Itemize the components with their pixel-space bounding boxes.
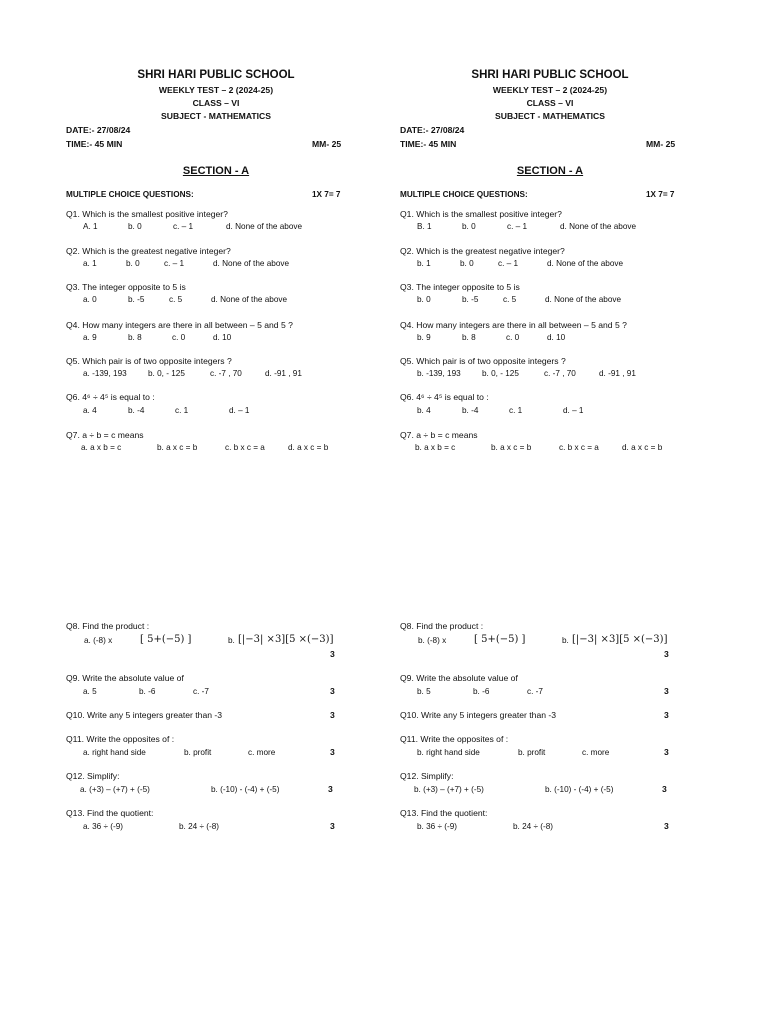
option: c. 0 bbox=[506, 333, 520, 342]
option: d. -91 , 91 bbox=[599, 369, 636, 378]
option: a. (+3) – (+7) + (-5) bbox=[80, 785, 150, 794]
mcq-heading: MULTIPLE CHOICE QUESTIONS: bbox=[66, 190, 194, 199]
question-marks: 3 bbox=[330, 710, 335, 720]
question-text: Q12. Simplify: bbox=[400, 771, 454, 781]
option: c. more bbox=[582, 748, 610, 757]
option: b. a x b = c bbox=[415, 443, 456, 452]
math-expression: [|−3| ×3][5 ×(−3)] bbox=[238, 634, 334, 645]
question-text: Q4. How many integers are there in all between – 5 and 5 ? bbox=[66, 320, 293, 330]
option: b. profit bbox=[518, 748, 546, 757]
option: d. None of the above bbox=[213, 259, 290, 268]
test-paper-right bbox=[400, 0, 690, 1024]
question-text: Q3. The integer opposite to 5 is bbox=[400, 282, 520, 292]
option: a. -139, 193 bbox=[83, 369, 127, 378]
option: c. 1 bbox=[509, 406, 523, 415]
question-text: Q12. Simplify: bbox=[66, 771, 120, 781]
option: b. (+3) – (+7) + (-5) bbox=[414, 785, 484, 794]
option: a. 4 bbox=[83, 406, 97, 415]
option: b. a x c = b bbox=[491, 443, 532, 452]
option: A. 1 bbox=[83, 222, 98, 231]
option: b. 8 bbox=[128, 333, 142, 342]
option: b. -5 bbox=[128, 295, 145, 304]
option: c. – 1 bbox=[498, 259, 519, 268]
option: a. 5 bbox=[83, 687, 97, 696]
subject-label: SUBJECT - MATHEMATICS bbox=[161, 111, 271, 121]
option: b. 9 bbox=[417, 333, 431, 342]
option: b. 0, - 125 bbox=[482, 369, 519, 378]
question-text: Q9. Write the absolute value of bbox=[400, 673, 518, 683]
option: d. None of the above bbox=[211, 295, 288, 304]
option: b. 8 bbox=[462, 333, 476, 342]
question-text: Q1. Which is the smallest positive integer? bbox=[400, 209, 562, 219]
test-name: WEEKLY TEST – 2 (2024-25) bbox=[158, 85, 274, 95]
question-marks: 3 bbox=[664, 747, 669, 757]
option: c. b x c = a bbox=[559, 443, 599, 452]
question-marks: 3 bbox=[330, 686, 335, 696]
option: b. 0 bbox=[462, 222, 476, 231]
question-text: Q13. Find the quotient: bbox=[400, 808, 488, 818]
mcq-marks: 1X 7= 7 bbox=[646, 190, 675, 199]
mcq-heading: MULTIPLE CHOICE QUESTIONS: bbox=[400, 190, 528, 199]
time-label: TIME:- 45 MIN bbox=[66, 139, 123, 149]
option: b. right hand side bbox=[417, 748, 480, 757]
option: b. 5 bbox=[417, 687, 431, 696]
option: b. 0 bbox=[417, 295, 431, 304]
option: a. 0 bbox=[83, 295, 97, 304]
question-marks: 3 bbox=[662, 784, 667, 794]
school-name: SHRI HARI PUBLIC SCHOOL bbox=[471, 69, 629, 81]
option: b. a x c = b bbox=[157, 443, 198, 452]
option: c. -7 bbox=[527, 687, 543, 696]
option: d. a x c = b bbox=[288, 443, 329, 452]
class-label: CLASS – VI bbox=[192, 98, 240, 108]
option: a. 9 bbox=[83, 333, 97, 342]
option: b. 4 bbox=[417, 406, 431, 415]
option: B. 1 bbox=[417, 222, 432, 231]
section-title: SECTION - A bbox=[516, 165, 584, 177]
question-text: Q10. Write any 5 integers greater than -3 bbox=[400, 710, 557, 720]
test-name: WEEKLY TEST – 2 (2024-25) bbox=[492, 85, 608, 95]
question-text: Q11. Write the opposites of : bbox=[400, 734, 509, 744]
option: d. a x c = b bbox=[622, 443, 663, 452]
option: a. right hand side bbox=[83, 748, 146, 757]
option: b. 36 ÷ (-9) bbox=[417, 822, 457, 831]
question-text: Q7. a ÷ b = c means bbox=[400, 430, 478, 440]
option: b. profit bbox=[184, 748, 212, 757]
date-label: DATE:- 27/08/24 bbox=[400, 125, 465, 135]
test-paper-left bbox=[66, 0, 356, 1024]
max-marks: MM- 25 bbox=[646, 139, 676, 149]
option: b. -4 bbox=[462, 406, 479, 415]
option: c. – 1 bbox=[173, 222, 194, 231]
option: b. -6 bbox=[139, 687, 156, 696]
option: b. bbox=[228, 636, 235, 645]
option: c. 5 bbox=[169, 295, 183, 304]
option: d. – 1 bbox=[563, 406, 584, 415]
max-marks: MM- 25 bbox=[312, 139, 342, 149]
subject-label: SUBJECT - MATHEMATICS bbox=[495, 111, 605, 121]
question-marks: 3 bbox=[328, 784, 333, 794]
option: d. None of the above bbox=[226, 222, 303, 231]
option: c. – 1 bbox=[507, 222, 528, 231]
option: b. 0 bbox=[126, 259, 140, 268]
option: d. None of the above bbox=[545, 295, 622, 304]
question-text: Q1. Which is the smallest positive integer? bbox=[66, 209, 228, 219]
section-title: SECTION - A bbox=[182, 165, 250, 177]
option: b. -5 bbox=[462, 295, 479, 304]
option: b. 0 bbox=[460, 259, 474, 268]
question-text: Q5. Which pair is of two opposite integers ? bbox=[400, 356, 566, 366]
option: d. – 1 bbox=[229, 406, 250, 415]
question-text: Q5. Which pair is of two opposite integers ? bbox=[66, 356, 232, 366]
option: c. -7 bbox=[193, 687, 209, 696]
math-expression: [ 5+(−5) ] bbox=[140, 634, 192, 645]
option: d. 10 bbox=[547, 333, 566, 342]
option: c. 5 bbox=[503, 295, 517, 304]
option: b. 24 ÷ (-8) bbox=[179, 822, 219, 831]
school-name: SHRI HARI PUBLIC SCHOOL bbox=[137, 69, 295, 81]
question-text: Q6. 4⁶ ÷ 4⁵ is equal to : bbox=[66, 392, 155, 402]
option: b. 0, - 125 bbox=[148, 369, 185, 378]
option: b. -6 bbox=[473, 687, 490, 696]
option: b. 24 ÷ (-8) bbox=[513, 822, 553, 831]
option: d. 10 bbox=[213, 333, 232, 342]
option: c. -7 , 70 bbox=[544, 369, 576, 378]
question-marks: 3 bbox=[664, 821, 669, 831]
option: b. -139, 193 bbox=[417, 369, 461, 378]
question-marks: 3 bbox=[330, 649, 335, 659]
option: a. 1 bbox=[83, 259, 97, 268]
option: b. -4 bbox=[128, 406, 145, 415]
question-text: Q9. Write the absolute value of bbox=[66, 673, 184, 683]
option: d. -91 , 91 bbox=[265, 369, 302, 378]
question-marks: 3 bbox=[664, 686, 669, 696]
question-text: Q8. Find the product : bbox=[400, 621, 484, 631]
option: c. 1 bbox=[175, 406, 189, 415]
option: c. more bbox=[248, 748, 276, 757]
question-text: Q7. a ÷ b = c means bbox=[66, 430, 144, 440]
option: c. b x c = a bbox=[225, 443, 265, 452]
question-text: Q11. Write the opposites of : bbox=[66, 734, 175, 744]
time-label: TIME:- 45 MIN bbox=[400, 139, 457, 149]
option: b. (-8) x bbox=[418, 636, 447, 645]
class-label: CLASS – VI bbox=[526, 98, 574, 108]
option: d. None of the above bbox=[560, 222, 637, 231]
question-text: Q13. Find the quotient: bbox=[66, 808, 154, 818]
question-marks: 3 bbox=[664, 710, 669, 720]
option: a. (-8) x bbox=[84, 636, 113, 645]
option: c. – 1 bbox=[164, 259, 185, 268]
date-label: DATE:- 27/08/24 bbox=[66, 125, 131, 135]
question-text: Q6. 4⁶ ÷ 4⁵ is equal to : bbox=[400, 392, 489, 402]
question-text: Q3. The integer opposite to 5 is bbox=[66, 282, 186, 292]
mcq-marks: 1X 7= 7 bbox=[312, 190, 341, 199]
option: c. -7 , 70 bbox=[210, 369, 242, 378]
question-text: Q2. Which is the greatest negative integer? bbox=[66, 246, 231, 256]
option: b. bbox=[562, 636, 569, 645]
math-expression: [|−3| ×3][5 ×(−3)] bbox=[572, 634, 668, 645]
option: c. 0 bbox=[172, 333, 186, 342]
question-marks: 3 bbox=[330, 747, 335, 757]
question-marks: 3 bbox=[330, 821, 335, 831]
option: a. a x b = c bbox=[81, 443, 122, 452]
option: d. None of the above bbox=[547, 259, 624, 268]
option: b. (-10) - (-4) + (-5) bbox=[211, 785, 280, 794]
math-expression: [ 5+(−5) ] bbox=[474, 634, 526, 645]
question-text: Q2. Which is the greatest negative integer? bbox=[400, 246, 565, 256]
question-text: Q4. How many integers are there in all between – 5 and 5 ? bbox=[400, 320, 627, 330]
option: b. 1 bbox=[417, 259, 431, 268]
option: b. (-10) - (-4) + (-5) bbox=[545, 785, 614, 794]
question-text: Q8. Find the product : bbox=[66, 621, 150, 631]
question-text: Q10. Write any 5 integers greater than -3 bbox=[66, 710, 223, 720]
option: a. 36 ÷ (-9) bbox=[83, 822, 123, 831]
question-marks: 3 bbox=[664, 649, 669, 659]
option: b. 0 bbox=[128, 222, 142, 231]
